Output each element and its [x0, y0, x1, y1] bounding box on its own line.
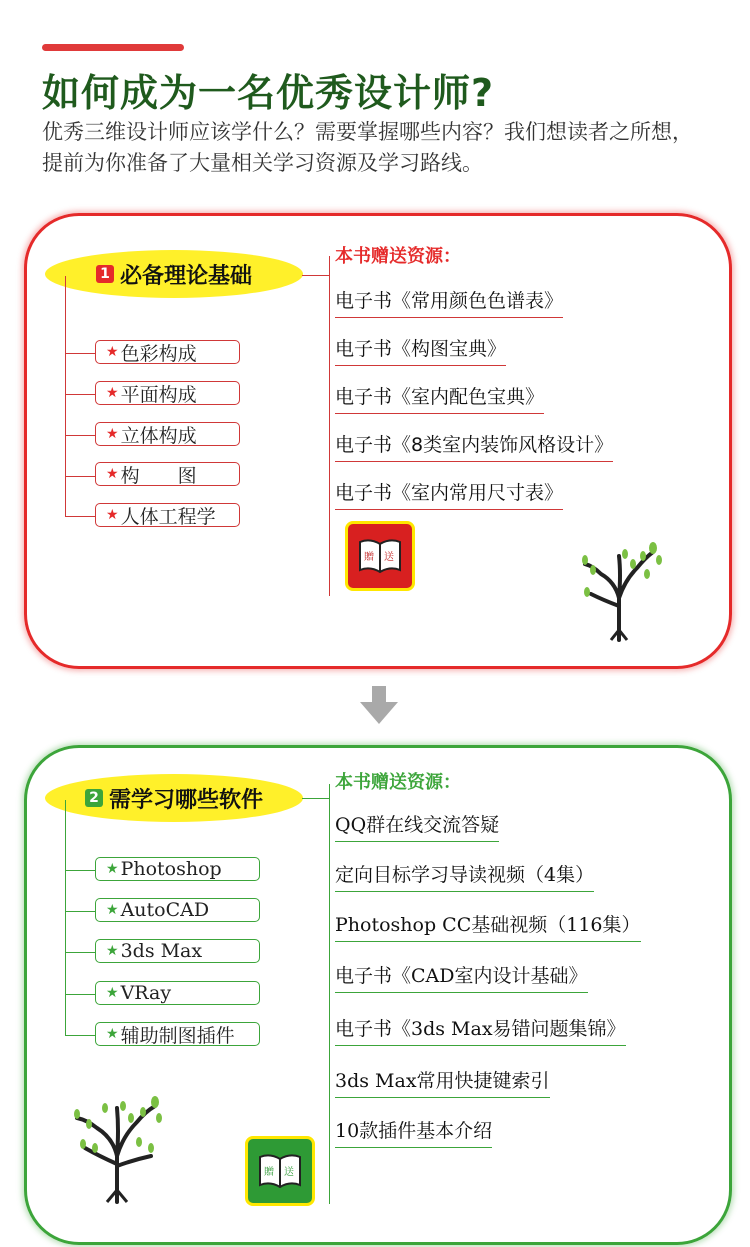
resource-item: 电子书《CAD室内设计基础》 — [335, 961, 588, 993]
topic-item: ★ VRay — [95, 981, 260, 1005]
resource-item: 定向目标学习导读视频（4集） — [335, 860, 594, 892]
section-theory-panel — [24, 213, 732, 669]
resource-connector — [302, 798, 329, 799]
resource-item: 电子书《室内常用尺寸表》 — [335, 478, 563, 510]
section-theory-title-oval — [45, 250, 303, 298]
topic-connector — [65, 435, 97, 436]
resource-item: 电子书《室内配色宝典》 — [335, 382, 544, 414]
topic-connector — [65, 476, 97, 477]
resource-item: 3ds Max常用快捷键索引 — [335, 1066, 550, 1098]
resource-item: 电子书《3ds Max易错问题集锦》 — [335, 1014, 626, 1046]
tree-icon — [575, 534, 665, 642]
topic-item: ★ 人体工程学 — [95, 503, 240, 527]
resource-item: 电子书《常用颜色色谱表》 — [335, 286, 563, 318]
resource-connector — [302, 275, 329, 276]
book-gift-icon — [245, 1136, 315, 1206]
topic-item: ★ 构 图 — [95, 462, 240, 486]
topic-connector — [65, 952, 97, 953]
resource-branch-line — [329, 256, 330, 596]
topic-item: ★ AutoCAD — [95, 898, 260, 922]
down-arrow-icon — [360, 684, 398, 726]
star-icon: ★ — [106, 344, 119, 360]
page-title: 如何成为一名优秀设计师? — [42, 71, 495, 115]
svg-text:贈: 贈 — [364, 552, 374, 563]
star-icon: ★ — [106, 466, 119, 482]
topic-connector — [65, 394, 97, 395]
svg-text:贈: 贈 — [264, 1167, 274, 1178]
resources-heading: 本书赠送资源： — [335, 772, 461, 793]
resource-item: 10款插件基本介绍 — [335, 1116, 492, 1148]
topic-connector — [65, 994, 97, 995]
topic-branch-line — [65, 276, 66, 516]
section-number-badge: 2 — [85, 789, 103, 807]
resource-item: 电子书《构图宝典》 — [335, 334, 506, 366]
section-number-badge: 1 — [96, 265, 114, 283]
star-icon: ★ — [106, 385, 119, 401]
resource-branch-line — [329, 784, 330, 1204]
topic-item: ★ Photoshop — [95, 857, 260, 881]
star-icon: ★ — [106, 426, 119, 442]
top-accent-bar — [42, 44, 184, 51]
book-gift-icon — [345, 521, 415, 591]
topic-item: ★ 3ds Max — [95, 939, 260, 963]
star-icon: ★ — [106, 902, 119, 918]
star-icon: ★ — [106, 985, 119, 1001]
star-icon: ★ — [106, 1026, 119, 1042]
section-theory-title: 必备理论基础 — [119, 263, 252, 289]
section-software-title-oval — [45, 774, 303, 822]
star-icon: ★ — [106, 507, 119, 523]
resource-item: QQ群在线交流答疑 — [335, 810, 499, 842]
resources-heading: 本书赠送资源： — [335, 246, 461, 267]
topic-connector — [65, 1035, 97, 1036]
svg-text:送: 送 — [384, 552, 394, 563]
resource-item: 电子书《8类室内装饰风格设计》 — [335, 430, 613, 462]
topic-item: ★ 平面构成 — [95, 381, 240, 405]
topic-connector — [65, 911, 97, 912]
section-software-title: 需学习哪些软件 — [108, 787, 263, 813]
resource-item: Photoshop CC基础视频（116集） — [335, 910, 641, 942]
topic-connector — [65, 870, 97, 871]
tree-icon — [69, 1086, 165, 1204]
topic-item: ★ 色彩构成 — [95, 340, 240, 364]
intro-text: 优秀三维设计师应该学什么？需要掌握哪些内容？我们想读者之所想，提前为你准备了大量相关学习资源及学习路线。 — [42, 120, 693, 175]
topic-branch-line — [65, 800, 66, 1035]
topic-connector — [65, 516, 97, 517]
topic-item: ★ 辅助制图插件 — [95, 1022, 260, 1046]
topic-connector — [65, 353, 97, 354]
section-software-panel — [24, 745, 732, 1245]
svg-text:送: 送 — [284, 1167, 294, 1178]
star-icon: ★ — [106, 943, 119, 959]
star-icon: ★ — [106, 861, 119, 877]
topic-item: ★ 立体构成 — [95, 422, 240, 446]
